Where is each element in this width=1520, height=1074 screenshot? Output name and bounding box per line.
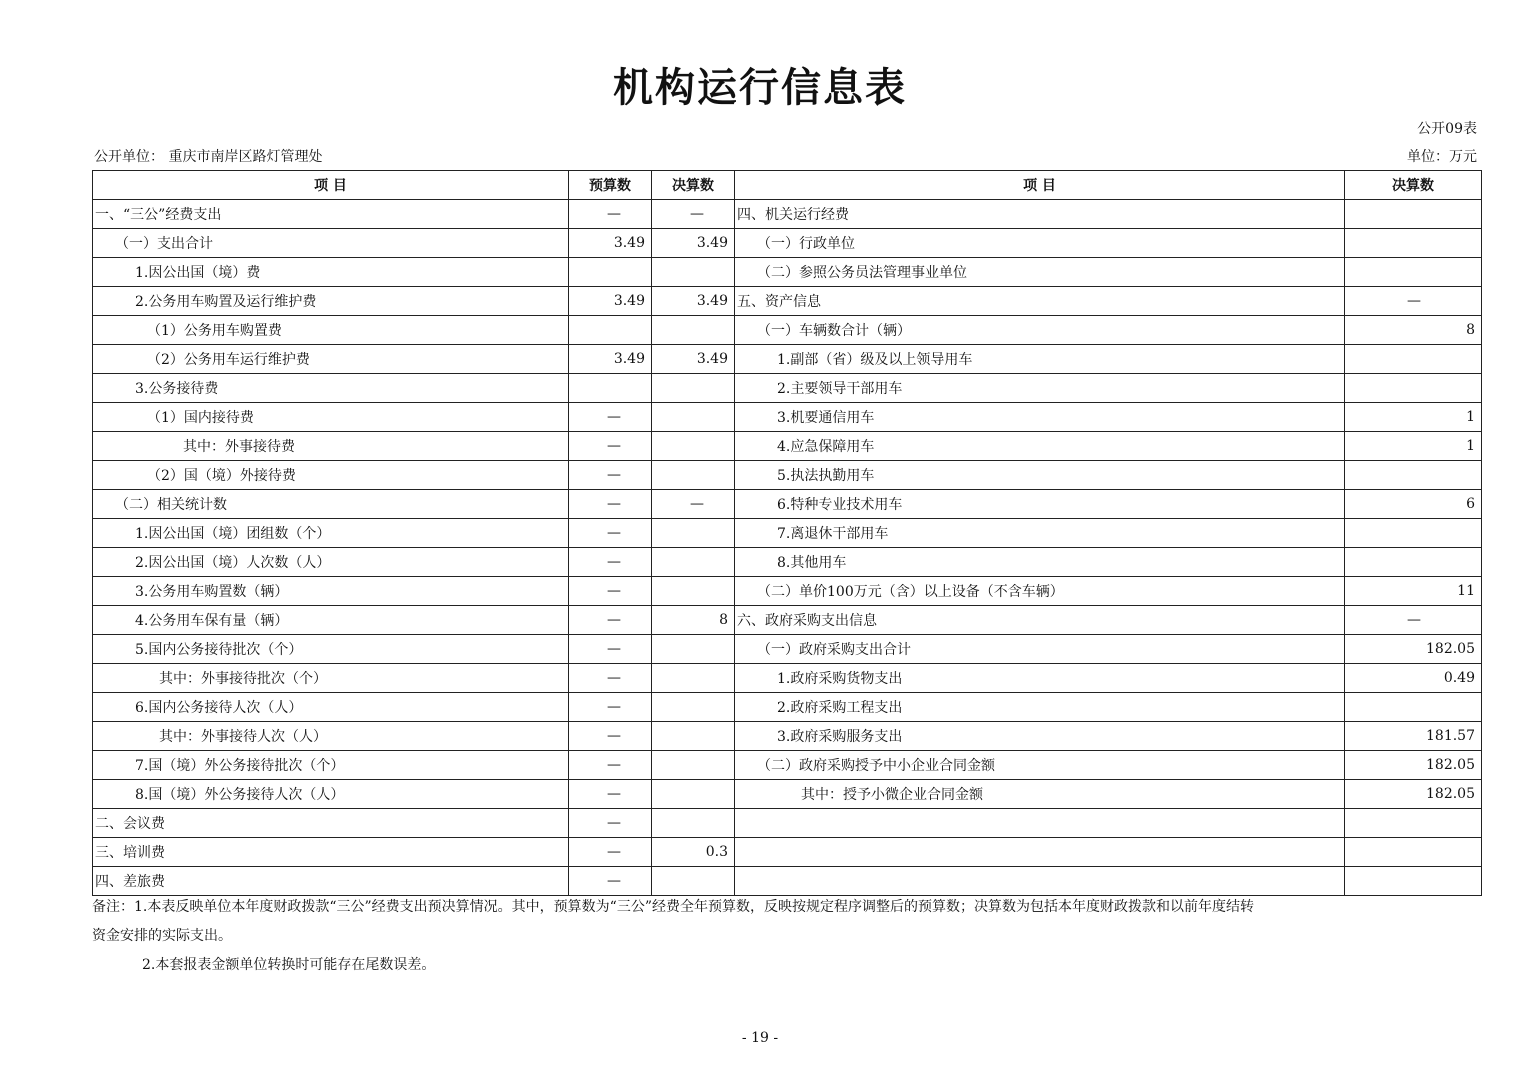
row-item-label: 一、“三公”经费支出	[93, 200, 569, 229]
row-budget-value: —	[569, 490, 652, 519]
row-final-value-right	[1345, 229, 1482, 258]
table-row	[93, 229, 1482, 258]
header-item: 项 目	[93, 171, 569, 200]
row-final-value-right: 182.05	[1345, 780, 1482, 809]
row-item-label: 其中：外事接待批次（个）	[93, 664, 569, 693]
table-row	[93, 287, 1482, 316]
row-item-label: （2）公务用车运行维护费	[93, 345, 569, 374]
row-item-label-right: 其中：授予小微企业合同金额	[735, 780, 1345, 809]
row-item-label: （一）支出合计	[93, 229, 569, 258]
row-final-value: 3.49	[652, 229, 735, 258]
row-final-value-right	[1345, 519, 1482, 548]
row-final-value	[652, 722, 735, 751]
row-budget-value: —	[569, 722, 652, 751]
row-final-value	[652, 316, 735, 345]
table-row	[93, 432, 1482, 461]
notes	[92, 893, 1482, 980]
row-item-label: 1.因公出国（境）团组数（个）	[93, 519, 569, 548]
row-item-label: 三、培训费	[93, 838, 569, 867]
row-final-value: 3.49	[652, 287, 735, 316]
row-final-value	[652, 693, 735, 722]
table-row	[93, 722, 1482, 751]
info-table	[92, 170, 1482, 896]
row-item-label-right: 2.主要领导干部用车	[735, 374, 1345, 403]
row-item-label-right: （一）车辆数合计（辆）	[735, 316, 1345, 345]
table-row	[93, 258, 1482, 287]
page-title: 机构运行信息表	[613, 64, 907, 111]
row-final-value-right: 8	[1345, 316, 1482, 345]
row-item-label: 1.因公出国（境）费	[93, 258, 569, 287]
row-item-label-right: 8.其他用车	[735, 548, 1345, 577]
row-final-value-right: 182.05	[1345, 635, 1482, 664]
row-item-label: （1）国内接待费	[93, 403, 569, 432]
row-final-value-right: 182.05	[1345, 751, 1482, 780]
row-item-label: 6.国内公务接待人次（人）	[93, 693, 569, 722]
table-row	[93, 374, 1482, 403]
row-final-value	[652, 867, 735, 896]
row-final-value	[652, 461, 735, 490]
table-row	[93, 548, 1482, 577]
row-final-value-right	[1345, 461, 1482, 490]
row-budget-value	[569, 316, 652, 345]
table-row	[93, 577, 1482, 606]
row-budget-value: —	[569, 693, 652, 722]
row-budget-value: —	[569, 751, 652, 780]
row-final-value	[652, 403, 735, 432]
row-final-value-right: 181.57	[1345, 722, 1482, 751]
row-final-value-right	[1345, 867, 1482, 896]
row-item-label-right: 7.离退休干部用车	[735, 519, 1345, 548]
row-item-label: 3.公务接待费	[93, 374, 569, 403]
row-item-label-right: 6.特种专业技术用车	[735, 490, 1345, 519]
row-item-label: 5.国内公务接待批次（个）	[93, 635, 569, 664]
row-final-value	[652, 809, 735, 838]
row-item-label-right	[735, 809, 1345, 838]
table-header-row	[93, 171, 1482, 200]
table-row	[93, 200, 1482, 229]
row-item-label-right: 2.政府采购工程支出	[735, 693, 1345, 722]
row-final-value-right: 1	[1345, 403, 1482, 432]
row-budget-value	[569, 258, 652, 287]
row-budget-value: —	[569, 519, 652, 548]
row-final-value: 8	[652, 606, 735, 635]
table-row	[93, 490, 1482, 519]
reporting-unit-label: 公开单位：	[94, 149, 164, 165]
table-row	[93, 461, 1482, 490]
row-final-value	[652, 664, 735, 693]
row-final-value-right	[1345, 809, 1482, 838]
row-item-label-right: 六、政府采购支出信息	[735, 606, 1345, 635]
row-final-value	[652, 577, 735, 606]
row-item-label-right	[735, 867, 1345, 896]
table-row	[93, 838, 1482, 867]
row-item-label: （2）国（境）外接待费	[93, 461, 569, 490]
note-line-2: 资金安排的实际支出。	[92, 928, 232, 944]
row-final-value-right	[1345, 838, 1482, 867]
row-item-label-right: 1.政府采购货物支出	[735, 664, 1345, 693]
row-final-value-right	[1345, 200, 1482, 229]
row-item-label: 其中：外事接待费	[93, 432, 569, 461]
row-budget-value: —	[569, 809, 652, 838]
row-item-label-right: （二）参照公务员法管理事业单位	[735, 258, 1345, 287]
row-final-value-right: 1	[1345, 432, 1482, 461]
row-budget-value: —	[569, 838, 652, 867]
row-final-value-right: 6	[1345, 490, 1482, 519]
row-item-label: 2.公务用车购置及运行维护费	[93, 287, 569, 316]
row-item-label-right: 5.执法执勤用车	[735, 461, 1345, 490]
table-row	[93, 635, 1482, 664]
row-budget-value: —	[569, 577, 652, 606]
row-item-label-right: 1.副部（省）级及以上领导用车	[735, 345, 1345, 374]
row-item-label: 四、差旅费	[93, 867, 569, 896]
row-budget-value: —	[569, 432, 652, 461]
table-row	[93, 664, 1482, 693]
row-final-value	[652, 432, 735, 461]
currency-unit: 单位：万元	[1407, 149, 1477, 165]
table-row	[93, 403, 1482, 432]
row-final-value-right	[1345, 548, 1482, 577]
row-item-label-right: 3.政府采购服务支出	[735, 722, 1345, 751]
row-final-value-right: 0.49	[1345, 664, 1482, 693]
row-final-value	[652, 519, 735, 548]
row-budget-value	[569, 374, 652, 403]
table-row	[93, 606, 1482, 635]
row-item-label-right: 五、资产信息	[735, 287, 1345, 316]
note-line-1: 备注：1.本表反映单位本年度财政拨款“三公”经费支出预决算情况。其中，预算数为“三公”经费全年预算数，反映按规定程序调整后的预算数；决算数为包括本年度财政拨款和以前年度结转	[92, 899, 1254, 915]
row-final-value	[652, 548, 735, 577]
header-final-2: 决算数	[1345, 171, 1482, 200]
row-item-label-right: （一）政府采购支出合计	[735, 635, 1345, 664]
row-final-value-right: —	[1345, 606, 1482, 635]
row-budget-value: —	[569, 548, 652, 577]
table-row	[93, 751, 1482, 780]
row-final-value: 0.3	[652, 838, 735, 867]
row-item-label-right: （一）行政单位	[735, 229, 1345, 258]
row-budget-value: —	[569, 461, 652, 490]
note-line-3: 2.本套报表金额单位转换时可能存在尾数误差。	[142, 957, 436, 973]
row-final-value-right	[1345, 258, 1482, 287]
table-row	[93, 345, 1482, 374]
reporting-unit	[94, 146, 322, 166]
row-item-label-right: 四、机关运行经费	[735, 200, 1345, 229]
row-final-value: —	[652, 490, 735, 519]
row-item-label: 其中：外事接待人次（人）	[93, 722, 569, 751]
table-body	[93, 200, 1482, 896]
row-final-value: 3.49	[652, 345, 735, 374]
row-item-label-right: 3.机要通信用车	[735, 403, 1345, 432]
table-row	[93, 519, 1482, 548]
row-item-label: （1）公务用车购置费	[93, 316, 569, 345]
row-budget-value: —	[569, 200, 652, 229]
row-budget-value: 3.49	[569, 229, 652, 258]
form-number: 公开09表	[1417, 121, 1477, 137]
header-item-2: 项 目	[735, 171, 1345, 200]
table-row	[93, 780, 1482, 809]
reporting-unit-name: 重庆市南岸区路灯管理处	[168, 149, 323, 165]
row-final-value-right	[1345, 345, 1482, 374]
row-final-value	[652, 258, 735, 287]
row-budget-value: —	[569, 403, 652, 432]
row-budget-value: —	[569, 664, 652, 693]
row-final-value-right: —	[1345, 287, 1482, 316]
row-item-label: （二）相关统计数	[93, 490, 569, 519]
row-final-value	[652, 635, 735, 664]
page-number: - 19 -	[741, 1030, 779, 1046]
row-item-label-right	[735, 838, 1345, 867]
table-row	[93, 693, 1482, 722]
row-item-label-right: （二）政府采购授予中小企业合同金额	[735, 751, 1345, 780]
table-row	[93, 316, 1482, 345]
row-item-label: 二、会议费	[93, 809, 569, 838]
row-final-value	[652, 374, 735, 403]
row-item-label: 3.公务用车购置数（辆）	[93, 577, 569, 606]
row-final-value	[652, 780, 735, 809]
row-final-value	[652, 751, 735, 780]
table-row	[93, 867, 1482, 896]
row-budget-value: —	[569, 867, 652, 896]
row-item-label: 8.国（境）外公务接待人次（人）	[93, 780, 569, 809]
header-final: 决算数	[652, 171, 735, 200]
row-item-label: 4.公务用车保有量（辆）	[93, 606, 569, 635]
row-item-label: 7.国（境）外公务接待批次（个）	[93, 751, 569, 780]
row-item-label-right: （二）单价100万元（含）以上设备（不含车辆）	[735, 577, 1345, 606]
table-row	[93, 809, 1482, 838]
row-budget-value: 3.49	[569, 287, 652, 316]
row-item-label-right: 4.应急保障用车	[735, 432, 1345, 461]
row-budget-value: —	[569, 606, 652, 635]
row-final-value-right	[1345, 693, 1482, 722]
row-budget-value: 3.49	[569, 345, 652, 374]
row-final-value-right	[1345, 374, 1482, 403]
row-item-label: 2.因公出国（境）人次数（人）	[93, 548, 569, 577]
row-final-value-right: 11	[1345, 577, 1482, 606]
row-budget-value: —	[569, 780, 652, 809]
header-budget: 预算数	[569, 171, 652, 200]
row-budget-value: —	[569, 635, 652, 664]
row-final-value: —	[652, 200, 735, 229]
